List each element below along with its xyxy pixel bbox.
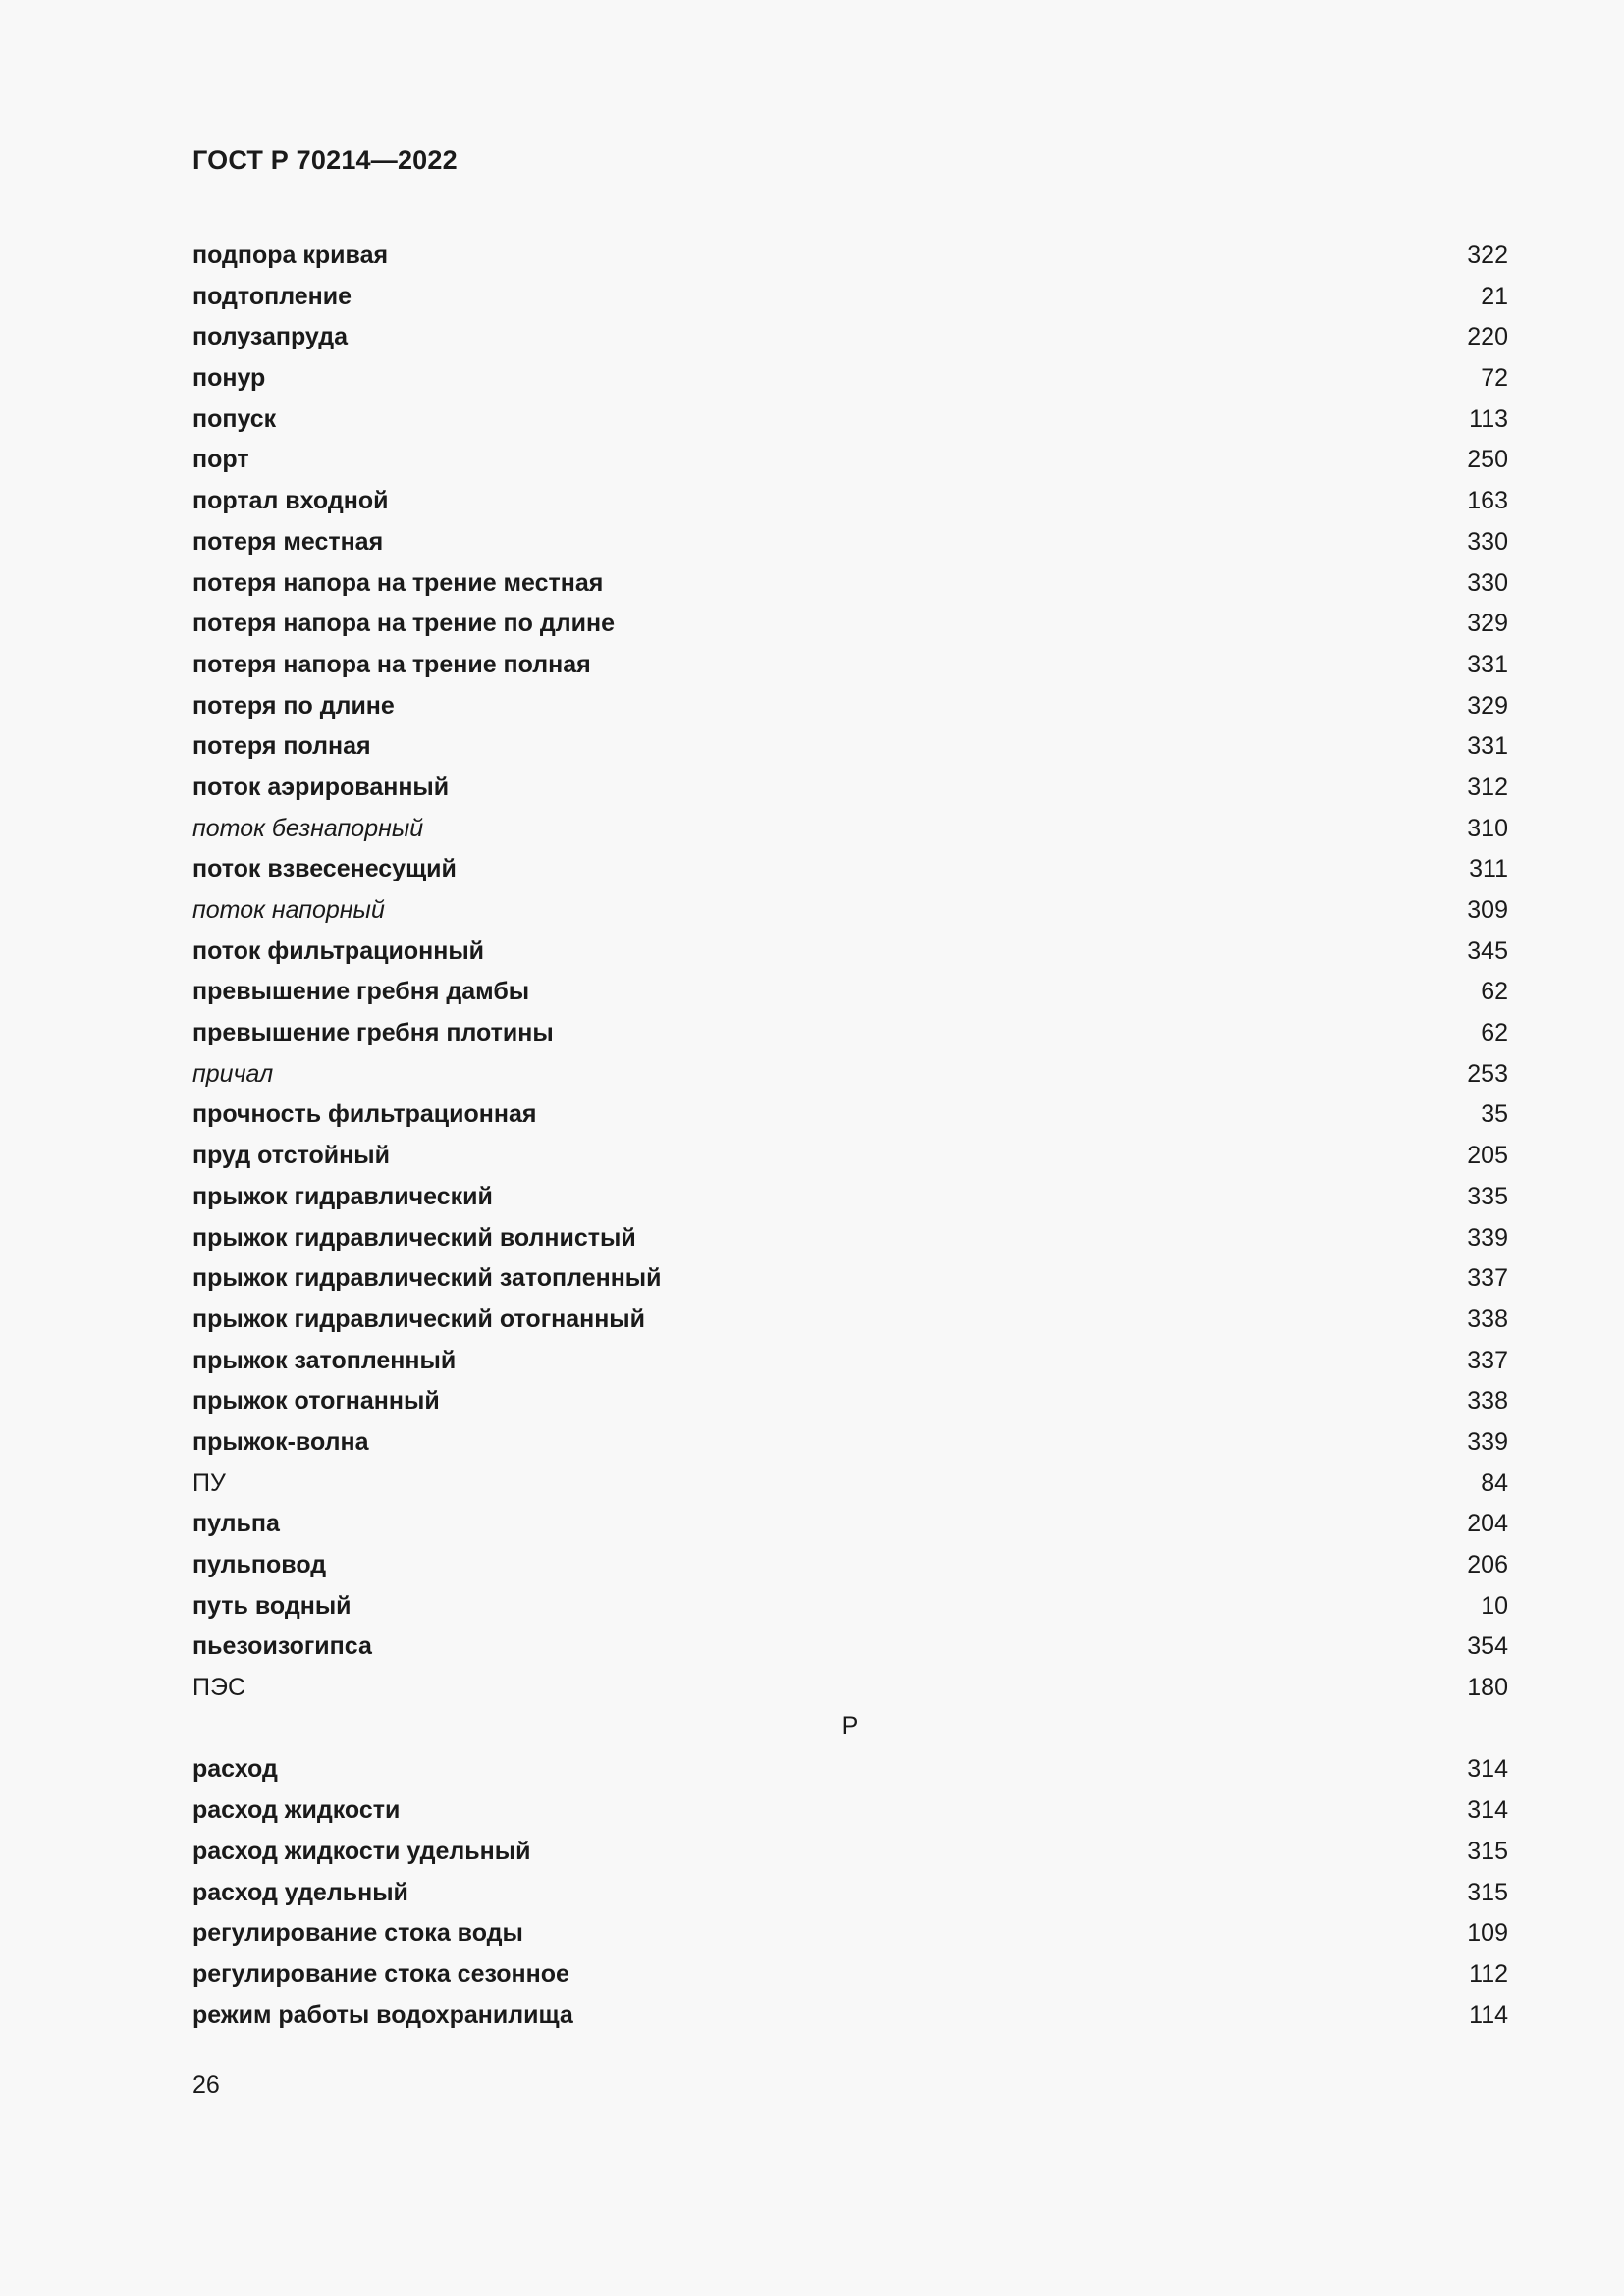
index-entry bbox=[192, 1464, 1508, 1505]
index-page-ref: 354 bbox=[1467, 1632, 1508, 1661]
index-term: превышение гребня дамбы bbox=[192, 978, 530, 1006]
index-page-ref: 309 bbox=[1467, 896, 1508, 924]
index-letter-heading bbox=[192, 1709, 1508, 1750]
index-term: подпора кривая bbox=[192, 241, 389, 269]
index-term: прыжок гидравлический волнистый bbox=[192, 1223, 636, 1252]
index-group-p bbox=[192, 236, 1508, 1709]
index-entry bbox=[192, 932, 1508, 973]
index-page-ref: 180 bbox=[1467, 1674, 1508, 1702]
document-header: ГОСТ Р 70214—2022 bbox=[192, 145, 458, 175]
index-entry bbox=[192, 481, 1508, 522]
index-term: попуск bbox=[192, 404, 277, 433]
index-page-ref: 339 bbox=[1467, 1427, 1508, 1456]
index-entry bbox=[192, 972, 1508, 1013]
index-page-ref: 312 bbox=[1467, 773, 1508, 801]
index-page-ref: 345 bbox=[1467, 936, 1508, 965]
index-entry bbox=[192, 1668, 1508, 1709]
index-page-ref: 62 bbox=[1481, 978, 1508, 1006]
index-entry bbox=[192, 317, 1508, 358]
letter-heading-text: Р bbox=[841, 1711, 859, 1739]
index-term: превышение гребня плотины bbox=[192, 1019, 554, 1047]
index-entry bbox=[192, 849, 1508, 890]
index-page-ref: 113 bbox=[1469, 404, 1508, 433]
index-page-ref: 315 bbox=[1467, 1837, 1508, 1865]
index-term: поток напорный bbox=[192, 896, 385, 924]
index-page-ref: 204 bbox=[1467, 1510, 1508, 1538]
index-entry bbox=[192, 1504, 1508, 1545]
index-entry bbox=[192, 1381, 1508, 1422]
index-term: поток аэрированный bbox=[192, 773, 450, 801]
index-entry bbox=[192, 440, 1508, 481]
index-entry bbox=[192, 604, 1508, 645]
index-page-ref: 339 bbox=[1467, 1223, 1508, 1252]
index-entry bbox=[192, 1790, 1508, 1832]
index-page-ref: 253 bbox=[1467, 1059, 1508, 1088]
index-page-ref: 206 bbox=[1467, 1551, 1508, 1578]
index-page-ref: 338 bbox=[1467, 1387, 1508, 1415]
index-entry bbox=[192, 1177, 1508, 1218]
index-term: понур bbox=[192, 364, 266, 393]
index-page-ref: 338 bbox=[1467, 1305, 1508, 1333]
index-entry bbox=[192, 890, 1508, 932]
index-entry bbox=[192, 522, 1508, 563]
index-page-ref: 331 bbox=[1467, 732, 1508, 761]
index-page-ref: 220 bbox=[1467, 323, 1508, 351]
index-term: пьезоизогипса bbox=[192, 1632, 372, 1661]
index-term: ПЭС bbox=[192, 1674, 245, 1702]
index-term: портал входной bbox=[192, 487, 389, 515]
index-page-ref: 109 bbox=[1467, 1919, 1508, 1948]
index-term: прыжок отогнанный bbox=[192, 1387, 440, 1415]
index-term: потеря напора на трение местная bbox=[192, 568, 604, 597]
index-entry bbox=[192, 768, 1508, 809]
index-page-ref: 112 bbox=[1469, 1959, 1508, 1988]
index-page-ref: 329 bbox=[1467, 610, 1508, 638]
index-page-ref: 330 bbox=[1467, 527, 1508, 556]
index-term: потеря местная bbox=[192, 527, 384, 556]
index-page-ref: 114 bbox=[1469, 2001, 1508, 2029]
index-page-ref: 205 bbox=[1467, 1142, 1508, 1170]
index-entry bbox=[192, 1627, 1508, 1668]
index-entry bbox=[192, 1258, 1508, 1300]
index-page-ref: 314 bbox=[1467, 1755, 1508, 1784]
index-term: потеря напора на трение полная bbox=[192, 650, 591, 678]
index-page-ref: 337 bbox=[1467, 1264, 1508, 1293]
index-page-ref: 21 bbox=[1481, 282, 1508, 310]
index-entry bbox=[192, 1054, 1508, 1095]
index-term: регулирование стока сезонное bbox=[192, 1959, 569, 1988]
index-entry bbox=[192, 686, 1508, 727]
page-number: 26 bbox=[192, 2071, 220, 2099]
index-term: пруд отстойный bbox=[192, 1142, 390, 1170]
index-page-ref: 35 bbox=[1481, 1100, 1508, 1129]
index-entry bbox=[192, 1749, 1508, 1790]
index-term: расход удельный bbox=[192, 1878, 408, 1906]
index-term: прыжок-волна bbox=[192, 1427, 369, 1456]
index-page-ref: 314 bbox=[1467, 1796, 1508, 1825]
index-page-ref: 331 bbox=[1467, 650, 1508, 678]
index-term: расход жидкости bbox=[192, 1796, 401, 1825]
index-term: ПУ bbox=[192, 1468, 226, 1497]
index-term: пульповод bbox=[192, 1551, 327, 1578]
index-entry bbox=[192, 726, 1508, 768]
index-term: расход bbox=[192, 1755, 278, 1784]
index-term: причал bbox=[192, 1059, 274, 1088]
index-term: прыжок гидравлический затопленный bbox=[192, 1264, 662, 1293]
index-term: регулирование стока воды bbox=[192, 1919, 523, 1948]
index-term: прыжок затопленный bbox=[192, 1346, 457, 1374]
index-term: подтопление bbox=[192, 282, 352, 310]
alphabetical-index bbox=[192, 236, 1508, 2036]
index-term: поток взвесенесущий bbox=[192, 855, 457, 883]
index-entry bbox=[192, 1954, 1508, 1996]
index-entry bbox=[192, 236, 1508, 277]
index-entry bbox=[192, 1095, 1508, 1136]
index-entry bbox=[192, 1422, 1508, 1464]
index-page-ref: 163 bbox=[1467, 487, 1508, 515]
index-page-ref: 310 bbox=[1467, 814, 1508, 842]
index-entry bbox=[192, 1545, 1508, 1586]
index-entry bbox=[192, 645, 1508, 686]
index-term: потеря полная bbox=[192, 732, 371, 761]
index-entry bbox=[192, 400, 1508, 441]
index-page-ref: 72 bbox=[1481, 364, 1508, 393]
index-entry bbox=[192, 809, 1508, 850]
index-entry bbox=[192, 358, 1508, 400]
index-term: порт bbox=[192, 446, 249, 474]
index-term: поток безнапорный bbox=[192, 814, 424, 842]
index-term: режим работы водохранилища bbox=[192, 2001, 573, 2029]
index-term: прыжок гидравлический отогнанный bbox=[192, 1305, 646, 1333]
index-page-ref: 335 bbox=[1467, 1182, 1508, 1210]
index-entry bbox=[192, 1586, 1508, 1628]
index-entry bbox=[192, 563, 1508, 605]
index-page-ref: 330 bbox=[1467, 568, 1508, 597]
index-page-ref: 322 bbox=[1467, 241, 1508, 269]
index-term: прыжок гидравлический bbox=[192, 1182, 493, 1210]
index-term: поток фильтрационный bbox=[192, 936, 485, 965]
index-page-ref: 62 bbox=[1481, 1019, 1508, 1047]
index-entry bbox=[192, 277, 1508, 318]
index-term: путь водный bbox=[192, 1591, 352, 1620]
index-term: прочность фильтрационная bbox=[192, 1100, 537, 1129]
index-entry bbox=[192, 1832, 1508, 1873]
index-page-ref: 311 bbox=[1469, 855, 1508, 883]
index-page-ref: 329 bbox=[1467, 691, 1508, 720]
index-entry bbox=[192, 1873, 1508, 1914]
index-page-ref: 84 bbox=[1481, 1468, 1508, 1497]
index-page-ref: 250 bbox=[1467, 446, 1508, 474]
index-page-ref: 10 bbox=[1481, 1591, 1508, 1620]
index-page-ref: 315 bbox=[1467, 1878, 1508, 1906]
index-entry bbox=[192, 1218, 1508, 1259]
index-entry bbox=[192, 1996, 1508, 2037]
index-term: расход жидкости удельный bbox=[192, 1837, 531, 1865]
index-term: потеря напора на трение по длине bbox=[192, 610, 615, 638]
index-page-ref: 337 bbox=[1467, 1346, 1508, 1374]
index-term: потеря по длине bbox=[192, 691, 395, 720]
index-term: пульпа bbox=[192, 1510, 280, 1538]
index-entry bbox=[192, 1913, 1508, 1954]
index-entry bbox=[192, 1136, 1508, 1177]
index-entry bbox=[192, 1300, 1508, 1341]
index-group-r bbox=[192, 1749, 1508, 2036]
index-term: полузапруда bbox=[192, 323, 348, 351]
index-entry bbox=[192, 1013, 1508, 1054]
index-entry bbox=[192, 1341, 1508, 1382]
